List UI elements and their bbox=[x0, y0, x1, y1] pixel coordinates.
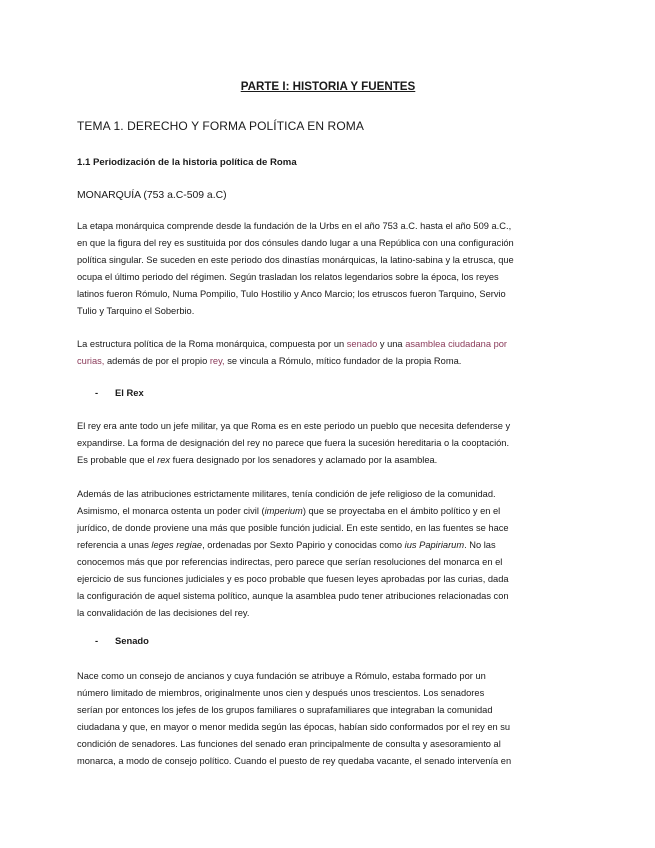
text-run: La estructura política de la Roma monárquica, compuesta por un bbox=[77, 339, 347, 349]
text-run: Es probable que el bbox=[77, 455, 158, 465]
highlight-senado: senado bbox=[346, 339, 378, 349]
text-line: monarca, a modo de consejo político. Cuando el puesto de rey quedaba vacante, el senado intervenía en bbox=[77, 756, 512, 766]
paragraph-rex bbox=[77, 418, 579, 469]
text-line: política singular. Se suceden en este periodo dos dinastías monárquicas, la latino-sabina y la etrusca, que bbox=[77, 255, 514, 265]
text-line: ejercicio de sus funciones judiciales y es poco probable que fuesen leyes aprobadas por las curias, dada bbox=[77, 574, 509, 584]
text-run: Asimismo, el monarca ostenta un poder civil ( bbox=[77, 506, 265, 516]
text-line bbox=[77, 452, 579, 469]
italic-leges-regiae: leges regiae bbox=[151, 540, 203, 550]
text-line: Además de las atribuciones estrictamente militares, tenía condición de jefe religioso de la comunidad. bbox=[77, 489, 496, 499]
text-run: además de por el propio bbox=[104, 356, 210, 366]
italic-imperium: imperium bbox=[264, 506, 303, 516]
bullet-dash: - bbox=[95, 635, 99, 646]
highlight-rey: rey, bbox=[209, 356, 225, 366]
bullet-rex bbox=[95, 387, 144, 398]
text-run: referencia a unas bbox=[77, 540, 152, 550]
text-line bbox=[77, 353, 579, 370]
text-line: conocemos más que por referencias indirectas, pero parece que serían resoluciones del monarca en el bbox=[77, 557, 503, 567]
paragraph-senado bbox=[77, 668, 579, 770]
text-run: y una bbox=[377, 339, 406, 349]
italic-rex: rex bbox=[157, 455, 171, 465]
text-line: ciudadana y que, en mayor o menor medida según las épocas, habían sido conformados por el rey en su bbox=[77, 722, 511, 732]
rex-title: El Rex bbox=[115, 387, 144, 398]
text-run: , ordenadas por Sexto Papirio y conocidas como bbox=[202, 540, 405, 550]
bullet-senado bbox=[95, 635, 149, 646]
highlight-asamblea: asamblea ciudadana por bbox=[405, 339, 508, 349]
text-line: ocupa el último periodo del régimen. Según trasladan los relatos legendarios sobre la época, los reyes bbox=[77, 272, 499, 282]
senado-title: Senado bbox=[115, 635, 149, 646]
bullet-dash: - bbox=[95, 387, 99, 398]
text-line: Nace como un consejo de ancianos y cuya fundación se atribuye a Rómulo, estaba formado por un bbox=[77, 671, 486, 681]
text-run: se vincula a Rómulo, mítico fundador de la propia Roma. bbox=[224, 356, 462, 366]
text-line: en que la figura del rey es sustituida por dos cónsules dando lugar a una República con una configuración bbox=[77, 238, 514, 248]
text-line: serían por entonces los jefes de los grupos familiares o suprafamiliares que integraban la comunidad bbox=[77, 705, 493, 715]
text-line: número limitado de miembros, originalmente unos cien y después unos trescientos. Los senadores bbox=[77, 688, 485, 698]
text-line bbox=[77, 537, 579, 554]
text-run: . No las bbox=[464, 540, 496, 550]
text-run: fuera designado por los senadores y aclamado por la asamblea. bbox=[170, 455, 438, 465]
section-title: 1.1 Periodización de la historia política de Roma bbox=[77, 157, 297, 168]
text-line: El rey era ante todo un jefe militar, ya que Roma es en este periodo un pueblo que necesita defenderse y bbox=[77, 421, 511, 431]
highlight-curias: curias, bbox=[77, 356, 105, 366]
text-line: Tulio y Tarquino el Soberbio. bbox=[77, 306, 195, 316]
text-line: latinos fueron Rómulo, Numa Pompilio, Tulo Hostilio y Anco Marcio; los etruscos fueron Tarquino, Servio bbox=[77, 289, 506, 299]
text-run: ) que se proyectaba en el ámbito político y en el bbox=[302, 506, 501, 516]
tema-title: TEMA 1. DERECHO Y FORMA POLÍTICA EN ROMA bbox=[77, 119, 364, 133]
text-line bbox=[77, 336, 579, 353]
text-line: jurídico, de donde proviene una más que posible función judicial. En este sentido, en las fuentes se hace bbox=[77, 523, 509, 533]
text-line: la convalidación de las decisiones del rey. bbox=[77, 608, 250, 618]
paragraph-estructura bbox=[77, 336, 579, 370]
monarquia-title: MONARQUÍA (753 a.C-509 a.C) bbox=[77, 190, 227, 201]
text-line bbox=[77, 503, 579, 520]
text-line: La etapa monárquica comprende desde la fundación de la Urbs en el año 753 a.C. hasta el año 509 a.C., bbox=[77, 221, 512, 231]
italic-ius-papiriarum: ius Papiriarum bbox=[404, 540, 465, 550]
text-line: condición de senadores. Las funciones del senado eran principalmente de consulta y asesoramiento al bbox=[77, 739, 501, 749]
paragraph-atribuciones bbox=[77, 486, 579, 622]
text-line: la configuración de aquel sistema político, aunque la asamblea pudo tener atribuciones relacionadas con bbox=[77, 591, 509, 601]
text-line: expandirse. La forma de designación del rey no parece que fuera la sucesión hereditaria o la cooptación. bbox=[77, 438, 510, 448]
paragraph-monarquia bbox=[77, 218, 579, 320]
part-title: PARTE I: HISTORIA Y FUENTES bbox=[240, 80, 416, 93]
